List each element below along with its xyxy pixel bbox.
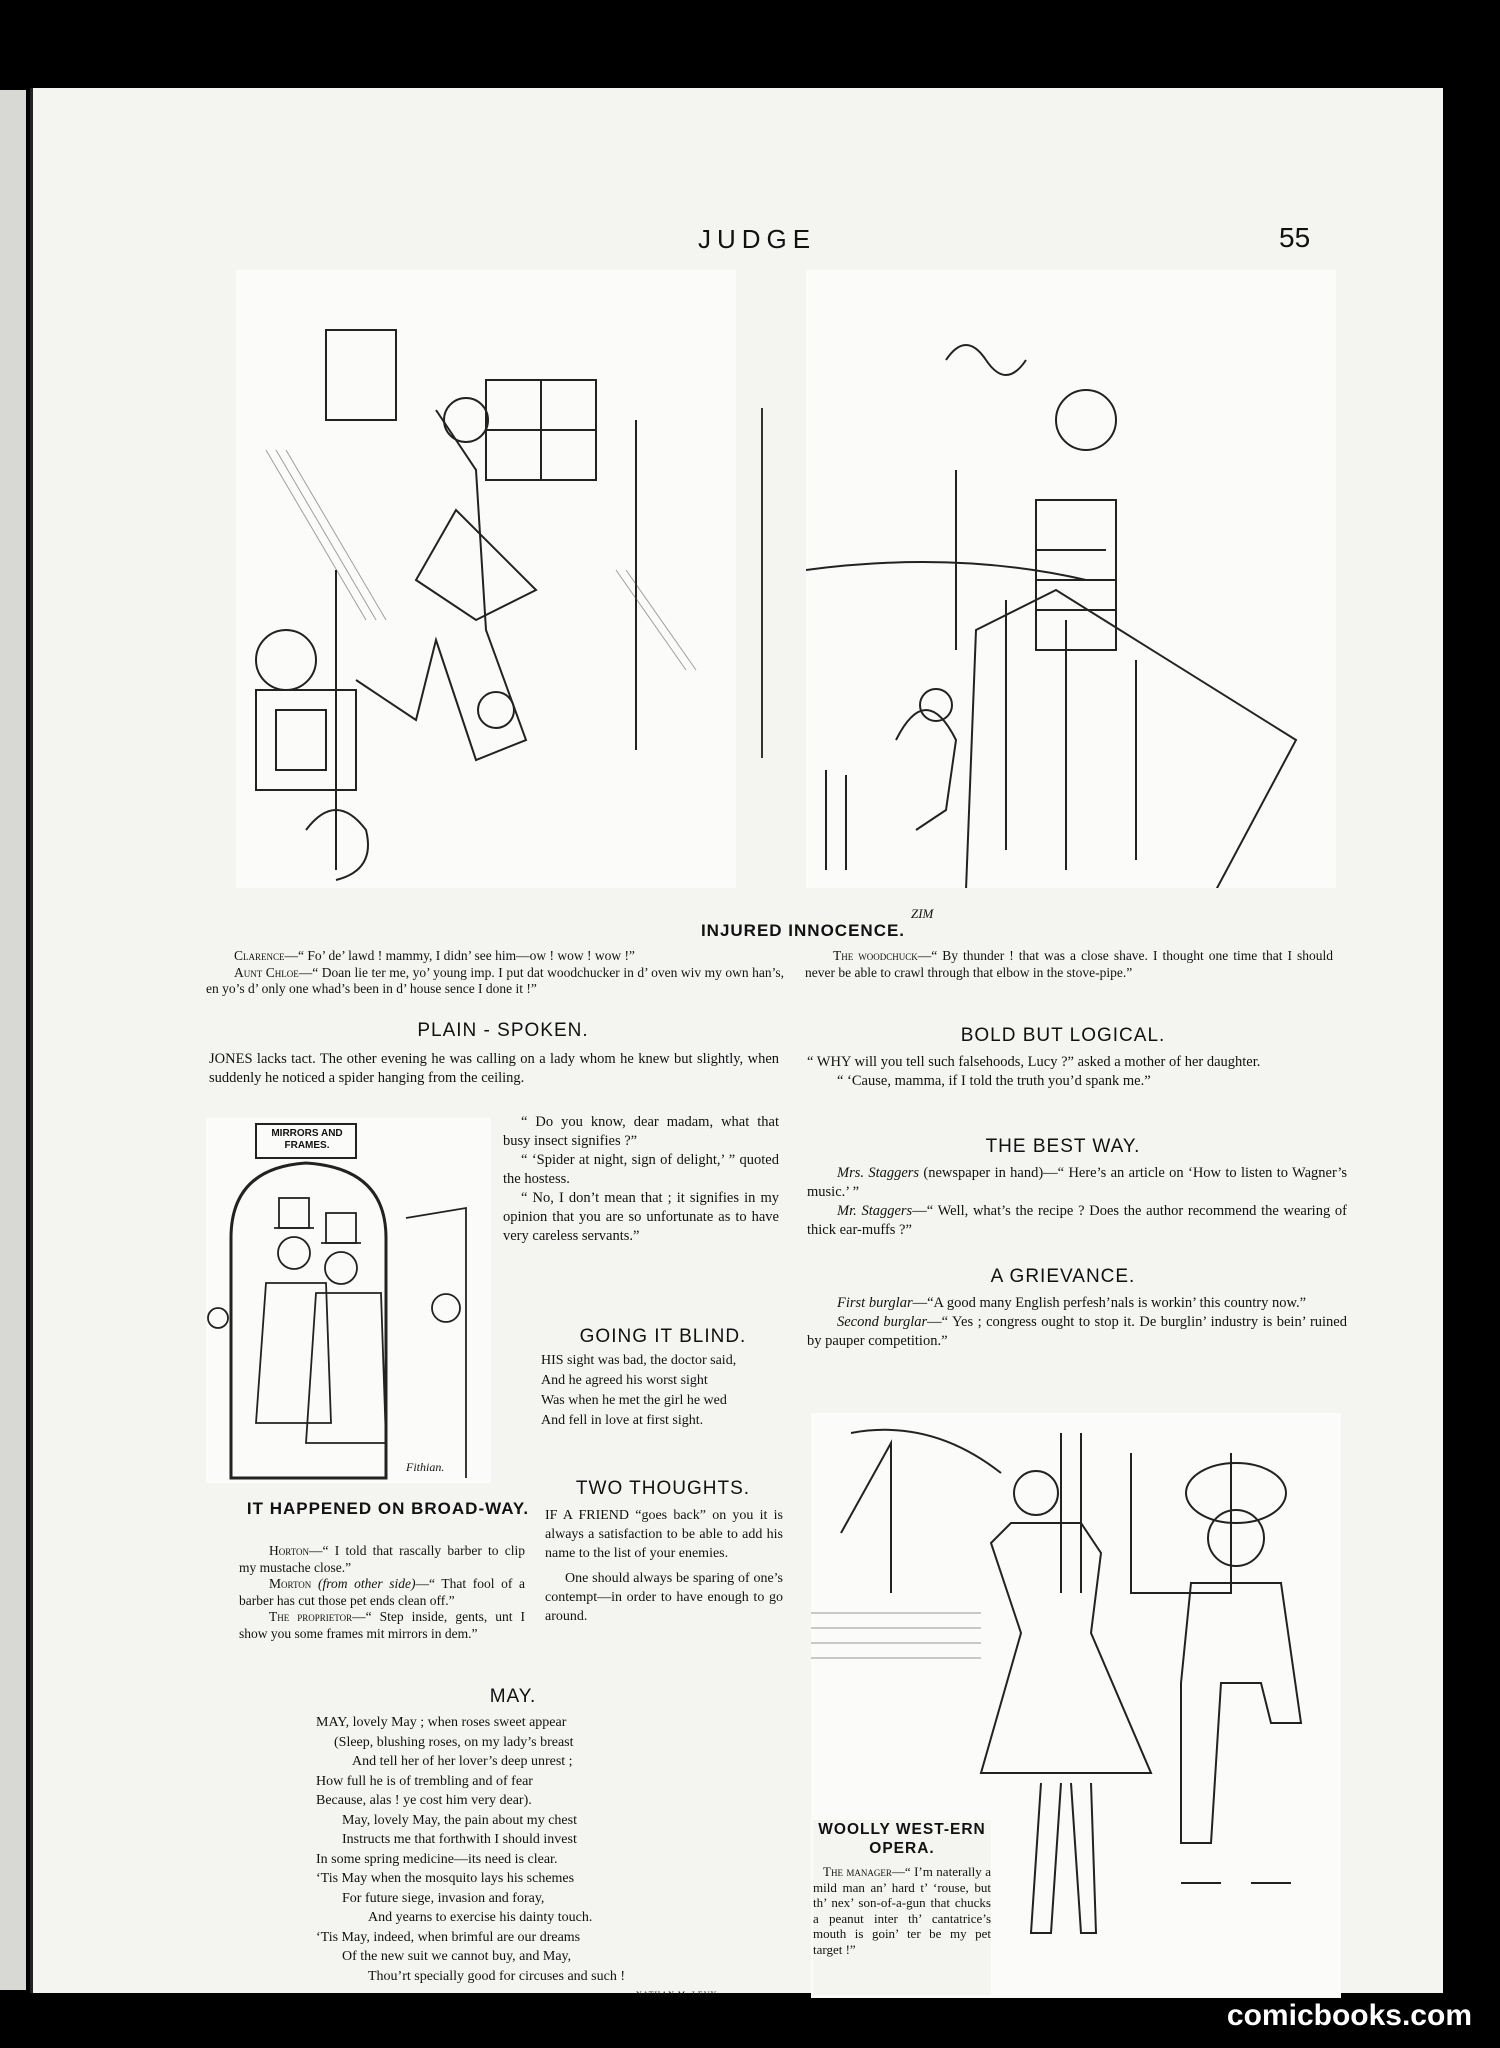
woodchuck-line: —“ By thunder ! that was a close shave. I thought one time that I should never be able to crawl through that elbow in the stove-pipe.” bbox=[805, 948, 1333, 980]
two-thoughts-p1: IF A FRIEND “goes back” on you it is always a satisfaction to be able to add his name to the list of your enemies. bbox=[545, 1508, 783, 1561]
poem-line: May, lovely May, the pain about my chest bbox=[342, 1812, 577, 1828]
first-burglar-line: —“A good many English perfesh’nals is workin’ this country now.” bbox=[912, 1295, 1307, 1311]
heading-plain-spoken: PLAIN - SPOKEN. bbox=[417, 1020, 589, 1041]
going-blind-verse bbox=[541, 1351, 791, 1431]
morton-aside: (from other side) bbox=[317, 1576, 416, 1591]
aunt-chloe-line: —“ Doan lie ter me, yo’ young imp. I put dat woodchucker in d’ oven wiv my own han’s, en yo’s d’ only one whad’s been in d’ house sence I done it !” bbox=[206, 964, 784, 996]
injured-captions-right bbox=[805, 948, 1333, 981]
heading-a-grievance: A GRIEVANCE. bbox=[990, 1266, 1136, 1287]
heading-bold-but-logical: BOLD BUT LOGICAL. bbox=[960, 1025, 1166, 1046]
speaker-morton: Morton bbox=[269, 1576, 312, 1591]
poem-line: How full he is of trembling and of fear bbox=[316, 1773, 533, 1789]
poem-line: MAY, lovely May ; when roses sweet appear bbox=[316, 1715, 567, 1730]
artist-signature-zim: ZIM bbox=[911, 906, 934, 921]
bold-logical-p2: “ ‘Cause, mamma, if I told the truth you’d spank me.” bbox=[837, 1073, 1151, 1089]
grievance-text bbox=[807, 1294, 1347, 1351]
verse-line: And he agreed his worst sight bbox=[541, 1373, 708, 1388]
poem-author: NATHAN M. LEVY. bbox=[636, 1990, 720, 1999]
poem-line: And tell her of her lover’s deep unrest ; bbox=[352, 1754, 573, 1769]
poem-line: (Sleep, blushing roses, on my lady’s breast bbox=[334, 1734, 574, 1750]
speaker-proprietor: The proprietor bbox=[269, 1609, 353, 1624]
poem-line: And yearns to exercise his dainty touch. bbox=[368, 1910, 593, 1925]
speaker-first-burglar: First burglar bbox=[837, 1295, 913, 1311]
broadway-captions bbox=[239, 1543, 525, 1642]
poem-line: Because, alas ! ye cost him very dear). bbox=[316, 1793, 532, 1808]
horton-line: —“ I told that rascally barber to clip my mustache close.” bbox=[239, 1543, 525, 1575]
best-way-text bbox=[807, 1164, 1347, 1240]
plain-spoken-dialogue bbox=[503, 1113, 779, 1246]
cartoon-title-broadway: IT HAPPENED ON BROAD-WAY. bbox=[246, 1499, 530, 1518]
verse-line: Was when he met the girl he wed bbox=[541, 1393, 727, 1408]
watermark: comicbooks.com bbox=[1226, 1999, 1472, 2032]
woolly-caption-box bbox=[813, 1820, 991, 1995]
speaker-woodchuck: The woodchuck bbox=[833, 948, 918, 963]
illustration-mirrors-and-frames bbox=[206, 1118, 491, 1483]
adjacent-page-edge bbox=[0, 90, 26, 1990]
artist-signature-fithian: Fithian. bbox=[406, 1460, 445, 1474]
poem-line: In some spring medicine—its need is clear. bbox=[316, 1851, 558, 1867]
speaker-mr-staggers: Mr. Staggers bbox=[837, 1203, 913, 1219]
two-thoughts-text bbox=[545, 1506, 783, 1626]
bold-logical-p1: “ WHY will you tell such falsehoods, Lucy ?” asked a mother of her daughter. bbox=[807, 1054, 1261, 1070]
two-thoughts-p2: One should always be sparing of one’s contempt—in order to have enough to go around. bbox=[545, 1571, 783, 1624]
speaker-aunt-chloe: Aunt Chloe bbox=[234, 964, 299, 980]
bold-logical-text bbox=[807, 1053, 1347, 1091]
plain-spoken-p4: “ No, I don’t mean that ; it signifies in my opinion that you are so unfortunate as to have very careless servants.” bbox=[503, 1190, 779, 1244]
plain-spoken-p2: “ Do you know, dear madam, what that busy insect signifies ?” bbox=[503, 1114, 779, 1149]
column-divider bbox=[761, 408, 763, 758]
plain-spoken-p3: “ ‘Spider at night, sign of delight,’ ” quoted the hostess. bbox=[503, 1152, 779, 1187]
cartoon-title-injured-innocence: INJURED INNOCENCE. bbox=[700, 921, 906, 940]
woolly-caption bbox=[813, 1864, 991, 1957]
illustration-kitchen-scene bbox=[236, 270, 736, 888]
speaker-clarence: Clarence bbox=[234, 948, 285, 963]
second-burglar-line: —“ Yes ; congress ought to stop it. De burglin’ industry is bein’ ruined by pauper competition.” bbox=[807, 1314, 1347, 1349]
poem-line: Instructs me that forthwith I should invest bbox=[342, 1832, 577, 1847]
plain-spoken-intro: JONES lacks tact. The other evening he was calling on a lady whom he knew but slightly, when suddenly he noticed a spider hanging from the ceiling. bbox=[209, 1051, 779, 1086]
verse-line: HIS sight was bad, the doctor said, bbox=[541, 1353, 737, 1368]
cartoon-title-woolly: WOOLLY WEST-ERN OPERA. bbox=[818, 1821, 986, 1857]
injured-captions-left bbox=[206, 948, 784, 998]
verse-line: And fell in love at first sight. bbox=[541, 1413, 704, 1428]
morton-line: —“ That fool of a barber has cut those pet ends clean off.” bbox=[239, 1576, 525, 1608]
speaker-horton: Horton bbox=[269, 1543, 310, 1558]
poem-line: Thou’rt specially good for circuses and such ! bbox=[368, 1968, 625, 1984]
speaker-second-burglar: Second burglar bbox=[837, 1314, 928, 1330]
poem-line: For future siege, invasion and foray, bbox=[342, 1890, 545, 1906]
mr-staggers-line: —“ Well, what’s the recipe ? Does the author recommend the wearing of thick ear-muffs ?” bbox=[807, 1203, 1347, 1238]
heading-going-it-blind: GOING IT BLIND. bbox=[579, 1326, 747, 1347]
poem-line: ‘Tis May when the mosquito lays his schemes bbox=[316, 1871, 575, 1886]
magazine-title: JUDGE bbox=[698, 224, 817, 254]
speaker-mrs-staggers: Mrs. Staggers bbox=[837, 1165, 920, 1181]
proprietor-line: —“ Step inside, gents, unt I show you some frames mit mirrors in dem.” bbox=[239, 1609, 526, 1641]
magazine-page bbox=[30, 88, 1443, 1999]
speaker-manager: The manager bbox=[823, 1864, 892, 1879]
shop-sign: MIRRORS AND FRAMES. bbox=[271, 1128, 343, 1151]
poem-line: Of the new suit we cannot buy, and May, bbox=[342, 1949, 572, 1964]
may-poem bbox=[316, 1713, 756, 1986]
heading-may: MAY. bbox=[489, 1686, 537, 1707]
poem-line: ‘Tis May, indeed, when brimful are our dreams bbox=[316, 1929, 581, 1945]
heading-two-thoughts: TWO THOUGHTS. bbox=[575, 1478, 751, 1499]
mrs-staggers-line: (newspaper in hand)—“ Here’s an article on ‘How to listen to Wagner’s music.’ ” bbox=[807, 1165, 1347, 1200]
page-number: 55 bbox=[1279, 222, 1311, 253]
heading-the-best-way: THE BEST WAY. bbox=[985, 1136, 1141, 1157]
illustration-woodchuck-chimney bbox=[806, 270, 1336, 888]
manager-line: —“ I’m naterally a mild man an’ hard t’ ‘rouse, but th’ nex’ son-of-a-gun that chucks a peanut inter th’ cantatrice’s mouth is goin’ ter be my pet target !” bbox=[813, 1864, 991, 1957]
clarence-line: —“ Fo’ de’ lawd ! mammy, I didn’ see him—ow ! wow ! wow !” bbox=[284, 948, 635, 963]
